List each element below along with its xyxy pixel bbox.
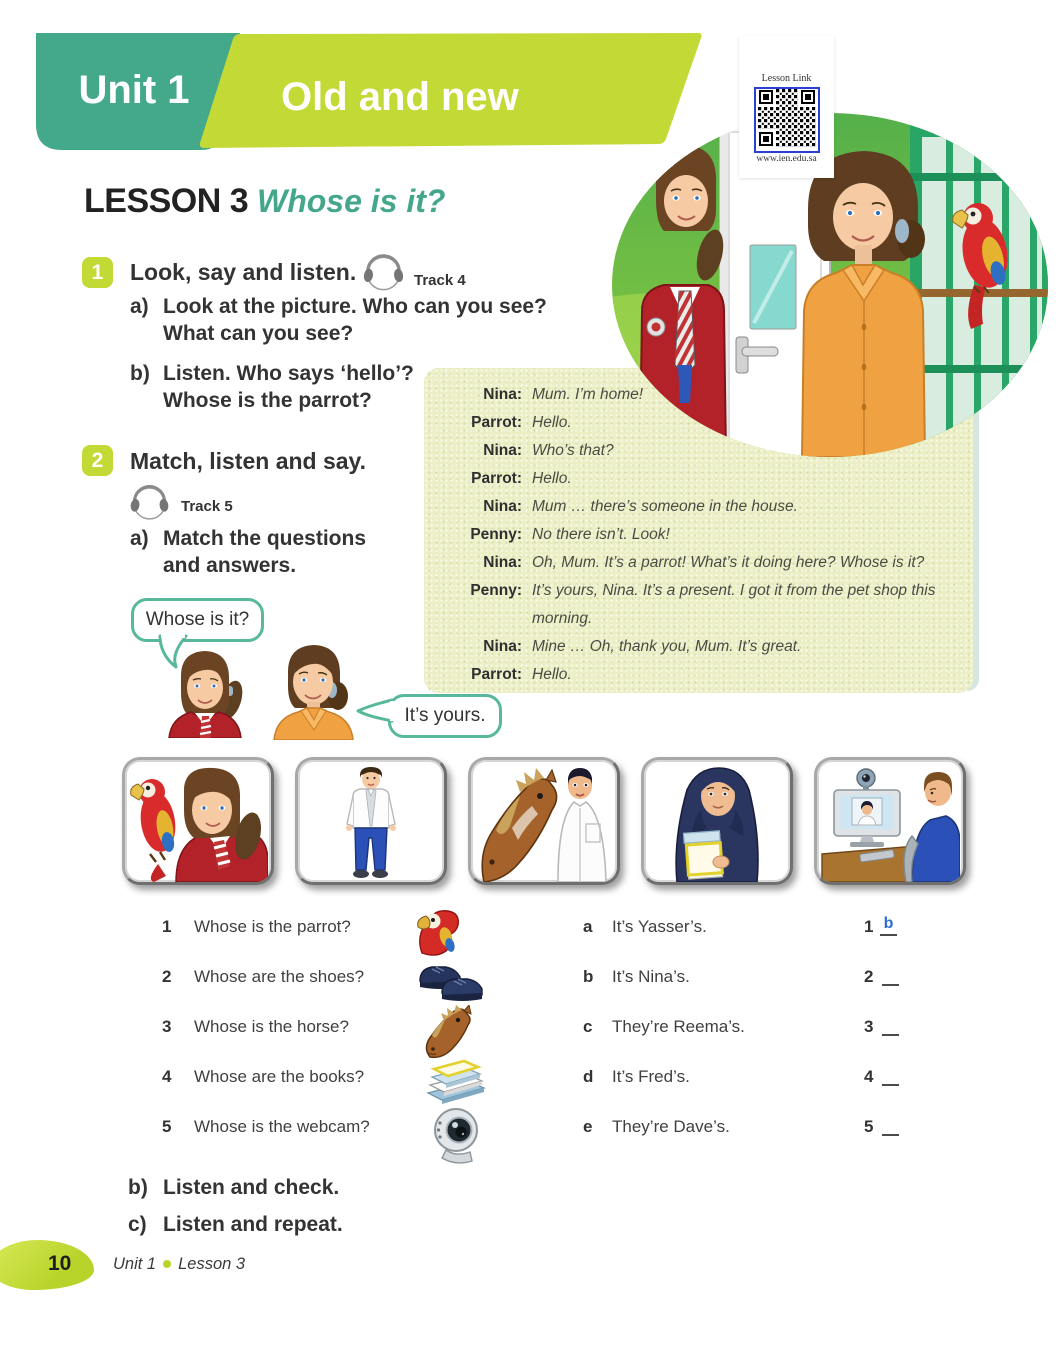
answer-text: They’re Reema’s. bbox=[612, 1017, 745, 1036]
speech: Hello. bbox=[532, 414, 572, 431]
activity2a-line2: and answers. bbox=[163, 554, 297, 577]
speech-bubble-whose: Whose is it? bbox=[131, 598, 264, 642]
activity2c-label: c) bbox=[128, 1213, 147, 1236]
webcam-man-illustration bbox=[820, 766, 960, 882]
unit-label: Unit 1 bbox=[78, 67, 190, 112]
answer-letter: b bbox=[583, 967, 594, 986]
books-icon bbox=[416, 1057, 488, 1109]
speaker: Parrot: bbox=[471, 666, 522, 683]
answer-letter: c bbox=[583, 1017, 593, 1036]
horse-boy-illustration bbox=[474, 766, 614, 882]
activity2a-label: a) bbox=[130, 527, 149, 550]
speaker: Nina: bbox=[483, 442, 522, 459]
standing-man-illustration bbox=[301, 766, 441, 882]
penny-head bbox=[266, 640, 360, 740]
headphones-icon bbox=[360, 250, 407, 295]
question-number: 5 bbox=[162, 1117, 172, 1136]
card-webcam-man bbox=[814, 757, 966, 885]
answer-text: It’s Fred’s. bbox=[612, 1067, 690, 1086]
activity2-number-badge: 2 bbox=[82, 445, 113, 476]
track4-label: Track 4 bbox=[414, 272, 466, 289]
question-text: Whose are the shoes? bbox=[194, 967, 365, 986]
dialogue-line bbox=[434, 577, 957, 633]
speaker: Nina: bbox=[483, 554, 522, 571]
activity1a-label: a) bbox=[130, 295, 149, 318]
answer-letter: a bbox=[583, 917, 593, 936]
question-text: Whose is the parrot? bbox=[194, 917, 351, 936]
activity2b-label: b) bbox=[128, 1176, 148, 1199]
speaker: Nina: bbox=[483, 498, 522, 515]
slot-number: 3 bbox=[864, 1017, 874, 1036]
question-number: 1 bbox=[162, 917, 172, 936]
speaker: Penny: bbox=[470, 526, 522, 543]
speech: It’s yours, Nina. It’s a present. I got it from the pet shop this morning. bbox=[532, 582, 936, 627]
card-hijab-woman bbox=[641, 757, 793, 885]
dialogue-line bbox=[434, 549, 957, 577]
penny-figure bbox=[802, 151, 925, 457]
horse-icon bbox=[416, 1005, 480, 1063]
activity1b-line1: Listen. Who says ‘hello’? bbox=[163, 362, 414, 385]
webcam-icon bbox=[428, 1104, 484, 1164]
activity1a-line2: What can you see? bbox=[163, 322, 354, 345]
slot-number: 1 bbox=[864, 917, 874, 936]
speech-bubble-tail bbox=[356, 697, 394, 725]
card-horse-boy bbox=[468, 757, 620, 885]
speech: Hello. bbox=[532, 666, 572, 683]
answer-slot bbox=[882, 1015, 899, 1036]
answer-slot: b bbox=[880, 915, 897, 936]
speech: Mine … Oh, thank you, Mum. It’s great. bbox=[532, 638, 802, 655]
answer-letter: e bbox=[583, 1117, 593, 1136]
lesson-label: LESSON 3 bbox=[84, 182, 249, 220]
activity2b-text: Listen and check. bbox=[163, 1176, 340, 1199]
track5-label: Track 5 bbox=[181, 498, 233, 515]
footer-lesson: Lesson 3 bbox=[178, 1255, 246, 1273]
speech: Oh, Mum. It’s a parrot! What’s it doing here? Whose is it? bbox=[532, 554, 925, 571]
dialogue-line bbox=[434, 633, 957, 661]
question-number: 2 bbox=[162, 967, 172, 986]
activity1-number-badge: 1 bbox=[82, 257, 113, 288]
headphones-icon bbox=[127, 481, 172, 524]
lesson-title: Whose is it? bbox=[257, 183, 446, 219]
speech: Who’s that? bbox=[532, 442, 614, 459]
activity1a-line1: Look at the picture. Who can you see? bbox=[163, 295, 547, 318]
speaker: Penny: bbox=[470, 582, 522, 599]
activity2-title: Match, listen and say. bbox=[130, 448, 367, 474]
answer-slot bbox=[882, 965, 899, 986]
activity2a-line1: Match the questions bbox=[163, 527, 367, 550]
shoes-icon bbox=[414, 957, 494, 1005]
lesson-link-title: Lesson Link bbox=[761, 73, 812, 84]
lesson-link-card bbox=[739, 36, 834, 178]
answer-text: They’re Dave’s. bbox=[612, 1117, 730, 1136]
slot-number: 5 bbox=[864, 1117, 874, 1136]
footer-breadcrumb bbox=[113, 1255, 245, 1274]
qr-code-icon bbox=[758, 89, 816, 147]
question-text: Whose is the horse? bbox=[194, 1017, 349, 1036]
parrot-icon bbox=[408, 903, 468, 957]
speaker: Parrot: bbox=[471, 470, 522, 487]
speech: Hello. bbox=[532, 470, 572, 487]
answer-letter: d bbox=[583, 1067, 594, 1086]
activity2c-text: Listen and repeat. bbox=[163, 1213, 343, 1236]
hijab-woman-illustration bbox=[647, 766, 787, 882]
question-number: 3 bbox=[162, 1017, 172, 1036]
slot-number: 2 bbox=[864, 967, 874, 986]
activity1b-line2: Whose is the parrot? bbox=[163, 389, 372, 412]
card-girl-parrot bbox=[122, 757, 274, 885]
girl-parrot-illustration bbox=[128, 766, 268, 882]
question-text: Whose is the webcam? bbox=[194, 1117, 370, 1136]
speech: No there isn’t. Look! bbox=[532, 526, 670, 543]
speech: Mum … there’s someone in the house. bbox=[532, 498, 798, 515]
slot-number: 4 bbox=[864, 1067, 874, 1086]
card-standing-man bbox=[295, 757, 447, 885]
footer-unit: Unit 1 bbox=[113, 1255, 157, 1273]
dialogue-line bbox=[434, 493, 957, 521]
speaker: Parrot: bbox=[471, 414, 522, 431]
question-number: 4 bbox=[162, 1067, 172, 1086]
answer-text: It’s Yasser’s. bbox=[612, 917, 707, 936]
speech-bubble-yours: It’s yours. bbox=[388, 694, 502, 738]
speech: Mum. I’m home! bbox=[532, 386, 644, 403]
speaker: Nina: bbox=[483, 638, 522, 655]
dialogue-line bbox=[434, 661, 957, 689]
activity1b-label: b) bbox=[130, 362, 150, 385]
dialogue-line bbox=[434, 521, 957, 549]
footer-separator-dot bbox=[163, 1260, 171, 1268]
speech-bubble-tail bbox=[154, 634, 194, 670]
answer-slot bbox=[882, 1115, 899, 1136]
picture-cards-row bbox=[122, 757, 966, 885]
qr-code bbox=[754, 87, 820, 153]
activity1-title: Look, say and listen. bbox=[130, 259, 357, 285]
question-text: Whose are the books? bbox=[194, 1067, 365, 1086]
lesson-link-url: www.ien.edu.sa bbox=[756, 154, 817, 164]
unit-title: Old and new bbox=[281, 75, 519, 119]
answer-text: It’s Nina’s. bbox=[612, 967, 690, 986]
page-number: 10 bbox=[48, 1252, 72, 1275]
speaker: Nina: bbox=[483, 386, 522, 403]
page-number-blob bbox=[0, 1240, 94, 1290]
dialogue-line bbox=[434, 465, 957, 493]
answer-slot bbox=[882, 1065, 899, 1086]
